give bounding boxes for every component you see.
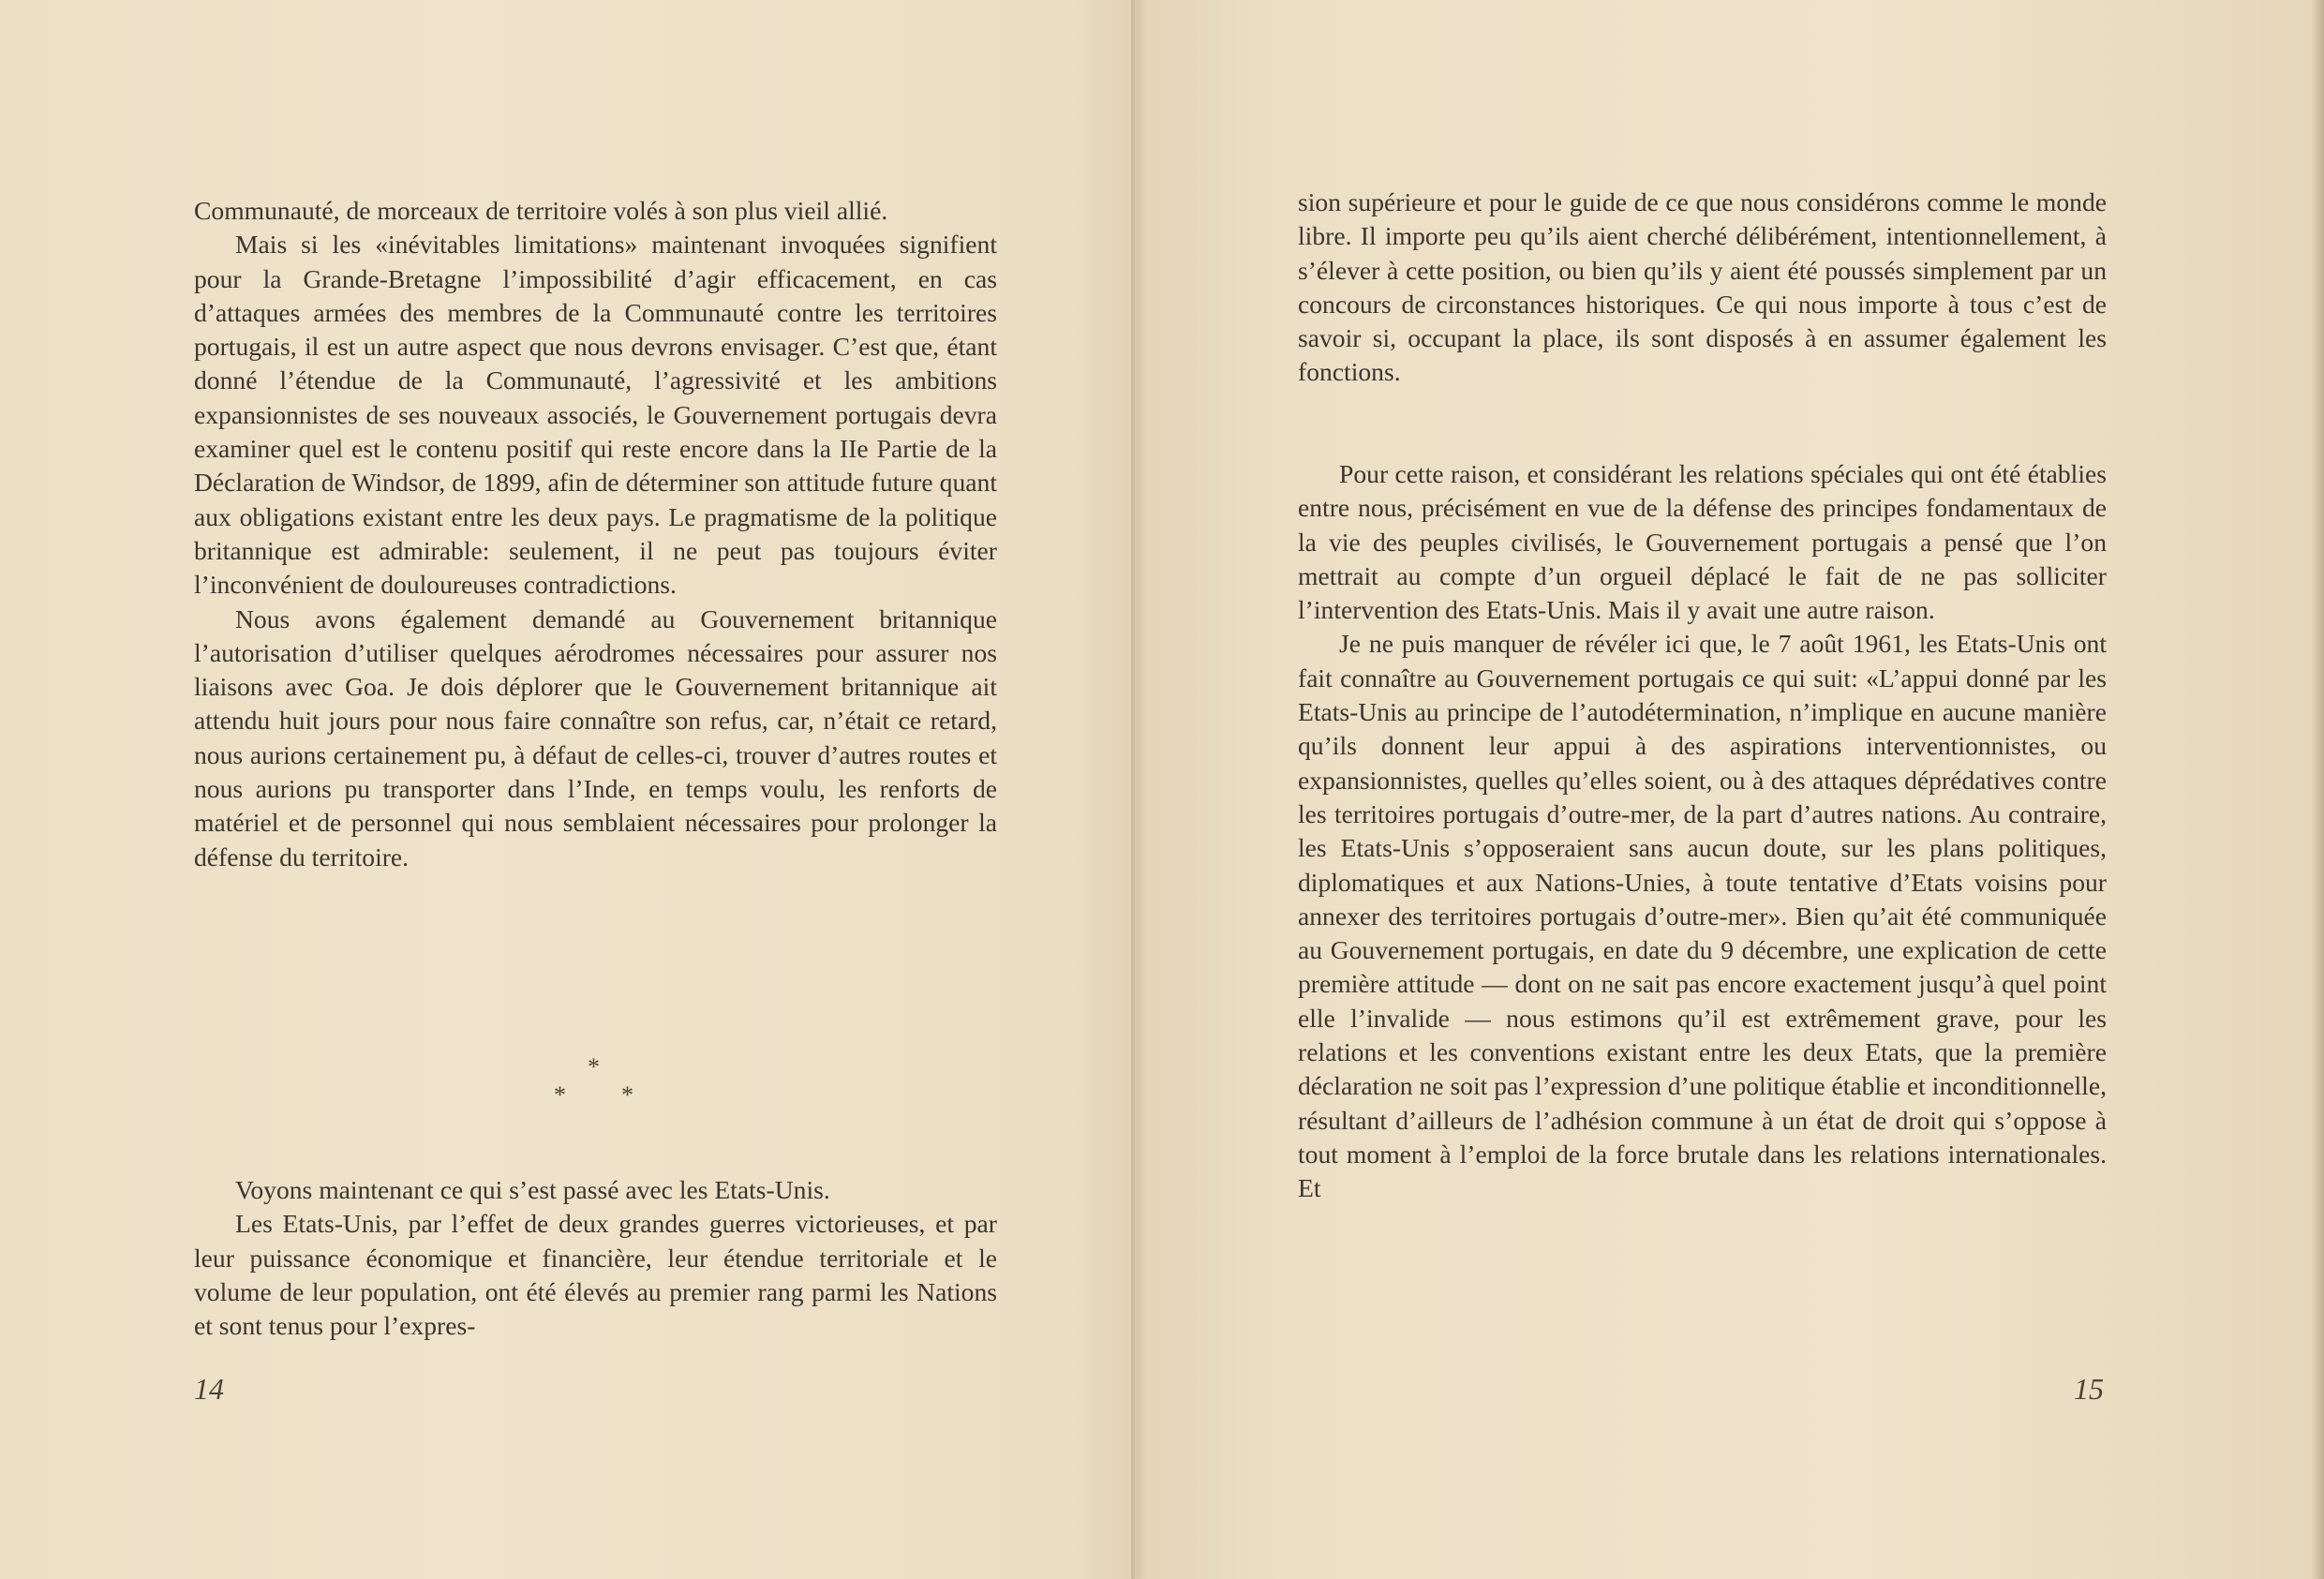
asterisk: * — [621, 1081, 633, 1109]
left-text-top — [194, 194, 997, 874]
right-page — [1135, 0, 2324, 1579]
asterisk: * — [554, 1081, 566, 1109]
paragraph: Communauté, de morceaux de territoire volés à son plus vieil allié. — [194, 196, 888, 225]
left-text-bottom — [194, 1173, 997, 1343]
asterisk: * — [588, 1053, 600, 1080]
paragraph: Pour cette raison, et considérant les relations spéciales qui ont été établies entre nous, précisément en vue de la défense des principes fondamentaux de la vie des peuples civilisés, le Gouvernement portugais a pensé que l’on mettrait au compte d’un orgueil déplacé le fait de ne pas solliciter l’intervention des Etats-Unis. Mais il y avait une autre raison. — [1298, 459, 2107, 625]
paragraph: Mais si les «inévitables limitations» maintenant invoquées signifient pour la Grande-Bretagne l’impossibilité d’agir efficacement, en cas d’attaques armées des membres de la Communauté contre les territoires portugais, il est un autre aspect que nous devrons envisager. C’est que, étant donné l’étendue de la Communauté, l’agressivité et les ambitions expansionnistes de ses nouveaux associés, le Gouvernement portugais devra examiner quel est le contenu positif qui reste encore dans la IIe Partie de la Déclaration de Windsor, de 1899, afin de déterminer son attitude future quant aux obligations existant entre les deux pays. Le pragmatisme de la politique britannique est admirable: seulement, il ne peut pas toujours éviter l’inconvénient de douloureuses contradictions. — [194, 230, 997, 600]
page-number: 15 — [2074, 1372, 2104, 1406]
paragraph: Nous avons également demandé au Gouvernement britannique l’autorisation d’utiliser quelques aérodromes nécessaires pour assurer nos liaisons avec Goa. Je dois déplorer que le Gouvernement britannique ait attendu huit jours pour nous faire connaître son refus, car, n’était ce retard, nous aurions certainement pu, à défaut de celles-ci, trouver d’autres routes et nous aurions pu transporter dans l’Inde, en temps voulu, les renforts de matériel et de personnel qui nous semblaient nécessaires pour prolonger la défense du territoire. — [194, 603, 997, 871]
left-page — [0, 0, 1131, 1579]
paragraph: sion supérieure et pour le guide de ce que nous considérons comme le monde libre. Il importe peu qu’ils aient cherché délibérément, intentionnellement, à s’élever à cette position, ou bien qu’ils y aient été poussés simplement par un concours de circonstances historiques. Ce qui nous importe à tous c’est de savoir si, occupant la place, ils sont disposés à en assumer également les fonctions. — [1298, 187, 2107, 387]
right-text-top — [1298, 186, 2107, 390]
right-text-bottom — [1298, 457, 2107, 1206]
section-asterism — [528, 1053, 640, 1110]
paragraph: Les Etats-Unis, par l’effet de deux grandes guerres victorieuses, et par leur puissance économique et financière, leur étendue territoriale et le volume de leur population, ont été élevés au premier rang parmi les Nations et sont tenus pour l’expres- — [194, 1209, 997, 1341]
paragraph: Voyons maintenant ce qui s’est passé avec les Etats-Unis. — [235, 1175, 830, 1204]
page-number: 14 — [194, 1372, 224, 1406]
paragraph: Je ne puis manquer de révéler ici que, le 7 août 1961, les Etats-Unis ont fait connaître au Gouvernement portugais ce qui suit: «L’appui donné par les Etats-Unis au principe de l’autodétermination, n’implique en aucune manière qu’ils donnent leur appui à des aspirations interventionnistes, ou expansionnistes, quelles qu’elles soient, ou à des attaques déprédatives contre les territoires portugais d’outre-mer, de la part d’autres nations. Au contraire, les Etats-Unis s’opposeraient sans aucun doute, sur les plans politiques, diplomatiques et aux Nations-Unies, à toute tentative d’Etats voisins pour annexer des territoires portugais d’outre-mer». Bien qu’ait été communiquée au Gouvernement portugais, en date du 9 décembre, une explication de cette première attitude — dont on ne sait pas encore exactement jusqu’à quel point elle l’invalide — nous estimons qu’il est extrêmement grave, pour les relations et les conventions existant entre les deux Etats, que la première déclaration ne soit pas l’expression d’une politique établie et inconditionnelle, résultant d’ailleurs de l’adhésion commune à un état de droit qui s’oppose à tout moment à l’emploi de la force brutale dans les relations internationales. Et — [1298, 629, 2107, 1203]
